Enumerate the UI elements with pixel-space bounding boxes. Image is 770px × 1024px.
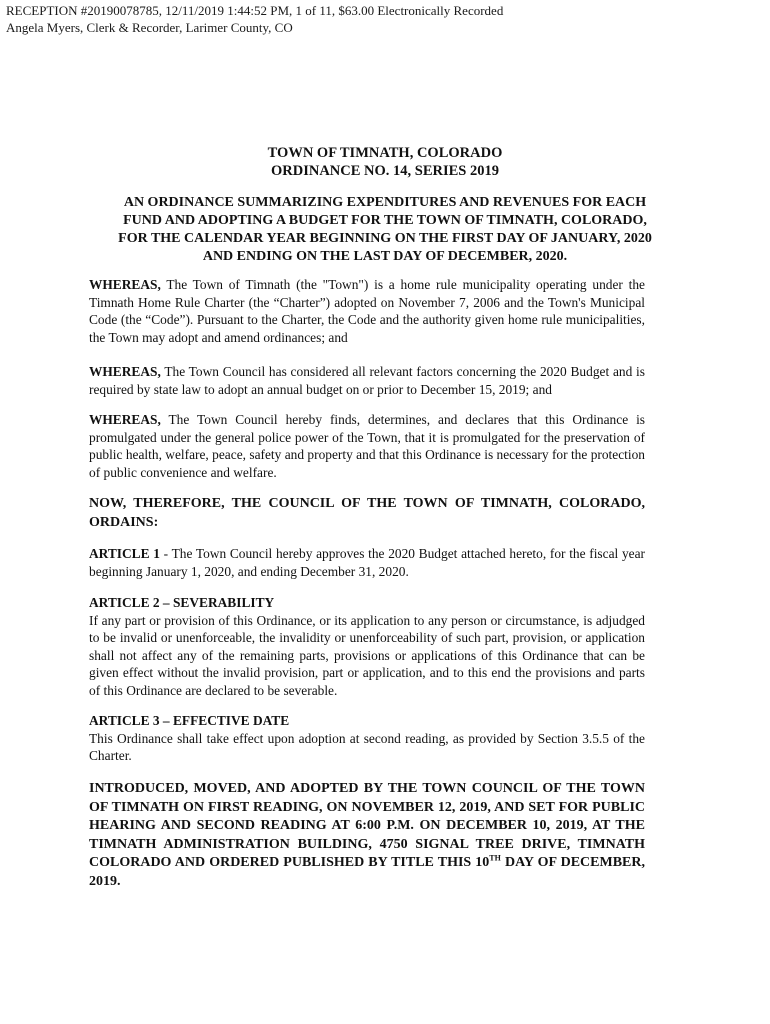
heading-line-2: FUND AND ADOPTING A BUDGET FOR THE TOWN OF TIMNATH, COLORADO, (123, 213, 647, 228)
article-1-label: ARTICLE 1 (89, 546, 160, 561)
article-3-label: ARTICLE 3 – EFFECTIVE DATE (89, 713, 290, 728)
ordinance-heading (0, 194, 770, 266)
recording-line-1: RECEPTION #20190078785, 12/11/2019 1:44:52 PM, 1 of 11, $63.00 Electronically Recorded (6, 3, 504, 18)
town-name: TOWN OF TIMNATH, COLORADO (267, 145, 503, 161)
adoption-tail: DAY OF DECEMBER, 2019. (89, 855, 645, 889)
whereas-text-3: The Town Council hereby finds, determines, and declares that this Ordinance is promulgated under the general police power of the Town, that it is promulgated for the preservation of public health, welfare, peace, safety and property and that this Ordinance is necessary for the protection of public convenience and welfare. (89, 412, 645, 480)
whereas-label-2: WHEREAS, (89, 364, 161, 379)
recording-line-2: Angela Myers, Clerk & Recorder, Larimer County, CO (6, 20, 293, 35)
heading-line-1: AN ORDINANCE SUMMARIZING EXPENDITURES AND REVENUES FOR EACH (123, 195, 647, 210)
document-title (0, 144, 770, 180)
whereas-paragraph-1 (89, 276, 645, 346)
article-3-text: This Ordinance shall take effect upon adoption at second reading, as provided by Section 3.5.5 of the Charter. (89, 730, 645, 764)
ordains-clause: NOW, THEREFORE, THE COUNCIL OF THE TOWN OF TIMNATH, COLORADO, ORDAINS: (89, 496, 645, 530)
article-1 (89, 545, 645, 580)
article-3 (89, 712, 645, 765)
ordinance-number: ORDINANCE NO. 14, SERIES 2019 (270, 163, 499, 179)
whereas-paragraph-3 (89, 411, 645, 481)
article-2-label: ARTICLE 2 – SEVERABILITY (89, 595, 275, 610)
article-2 (89, 594, 645, 700)
adoption-statement (89, 780, 645, 892)
whereas-paragraph-2 (89, 363, 645, 398)
whereas-label-1: WHEREAS, (89, 277, 161, 292)
heading-line-3: FOR THE CALENDAR YEAR BEGINNING ON THE FIRST DAY OF JANUARY, 2020 (118, 231, 652, 246)
adoption-text: INTRODUCED, MOVED, AND ADOPTED BY THE TOWN COUNCIL OF THE TOWN OF TIMNATH ON FIRST READING, ON NOVEMBER 12, 2019, AND SET FOR PUBLIC HEARING AND SECOND READING AT 6:00 P.M. ON DECEMBER 10, 2019, AT THE TIMNATH ADMINISTRATION BUILDING, 4750 SIGNAL TREE DRIVE, TIMNATH COLORADO AND ORDERED PUBLISHED BY TITLE THIS 10 (89, 781, 645, 871)
article-2-text: If any part or provision of this Ordinance, or its application to any person or circumstance, is adjudged to be invalid or unenforceable, the invalidity or unenforceability of such part, provision, or application shall not affect any of the remaining parts, provisions or applications of this Ordinance that can be given effect without the invalid provision, part or application, and to this end the provisions and parts of this Ordinance are declared to be severable. (89, 612, 645, 698)
whereas-text-1: The Town of Timnath (the "Town") is a home rule municipality operating under the Timnath Home Rule Charter (the “Charter”) adopted on November 7, 2006 and the Town's Municipal Code (the “Code”). Pursuant to the Charter, the Code and the authority given home rule municipalities, the Town may adopt and amend ordinances; and (89, 277, 645, 345)
heading-line-4: AND ENDING ON THE LAST DAY OF DECEMBER, 2020. (202, 249, 568, 264)
whereas-label-3: WHEREAS, (89, 412, 161, 427)
recording-stamp (6, 2, 503, 36)
article-1-text: - The Town Council hereby approves the 2020 Budget attached hereto, for the fiscal year beginning January 1, 2020, and ending December 31, 2020. (89, 546, 645, 579)
ordinal-suffix: TH (489, 853, 501, 863)
whereas-text-2: The Town Council has considered all relevant factors concerning the 2020 Budget and is required by state law to adopt an annual budget on or prior to December 15, 2019; and (89, 364, 645, 397)
